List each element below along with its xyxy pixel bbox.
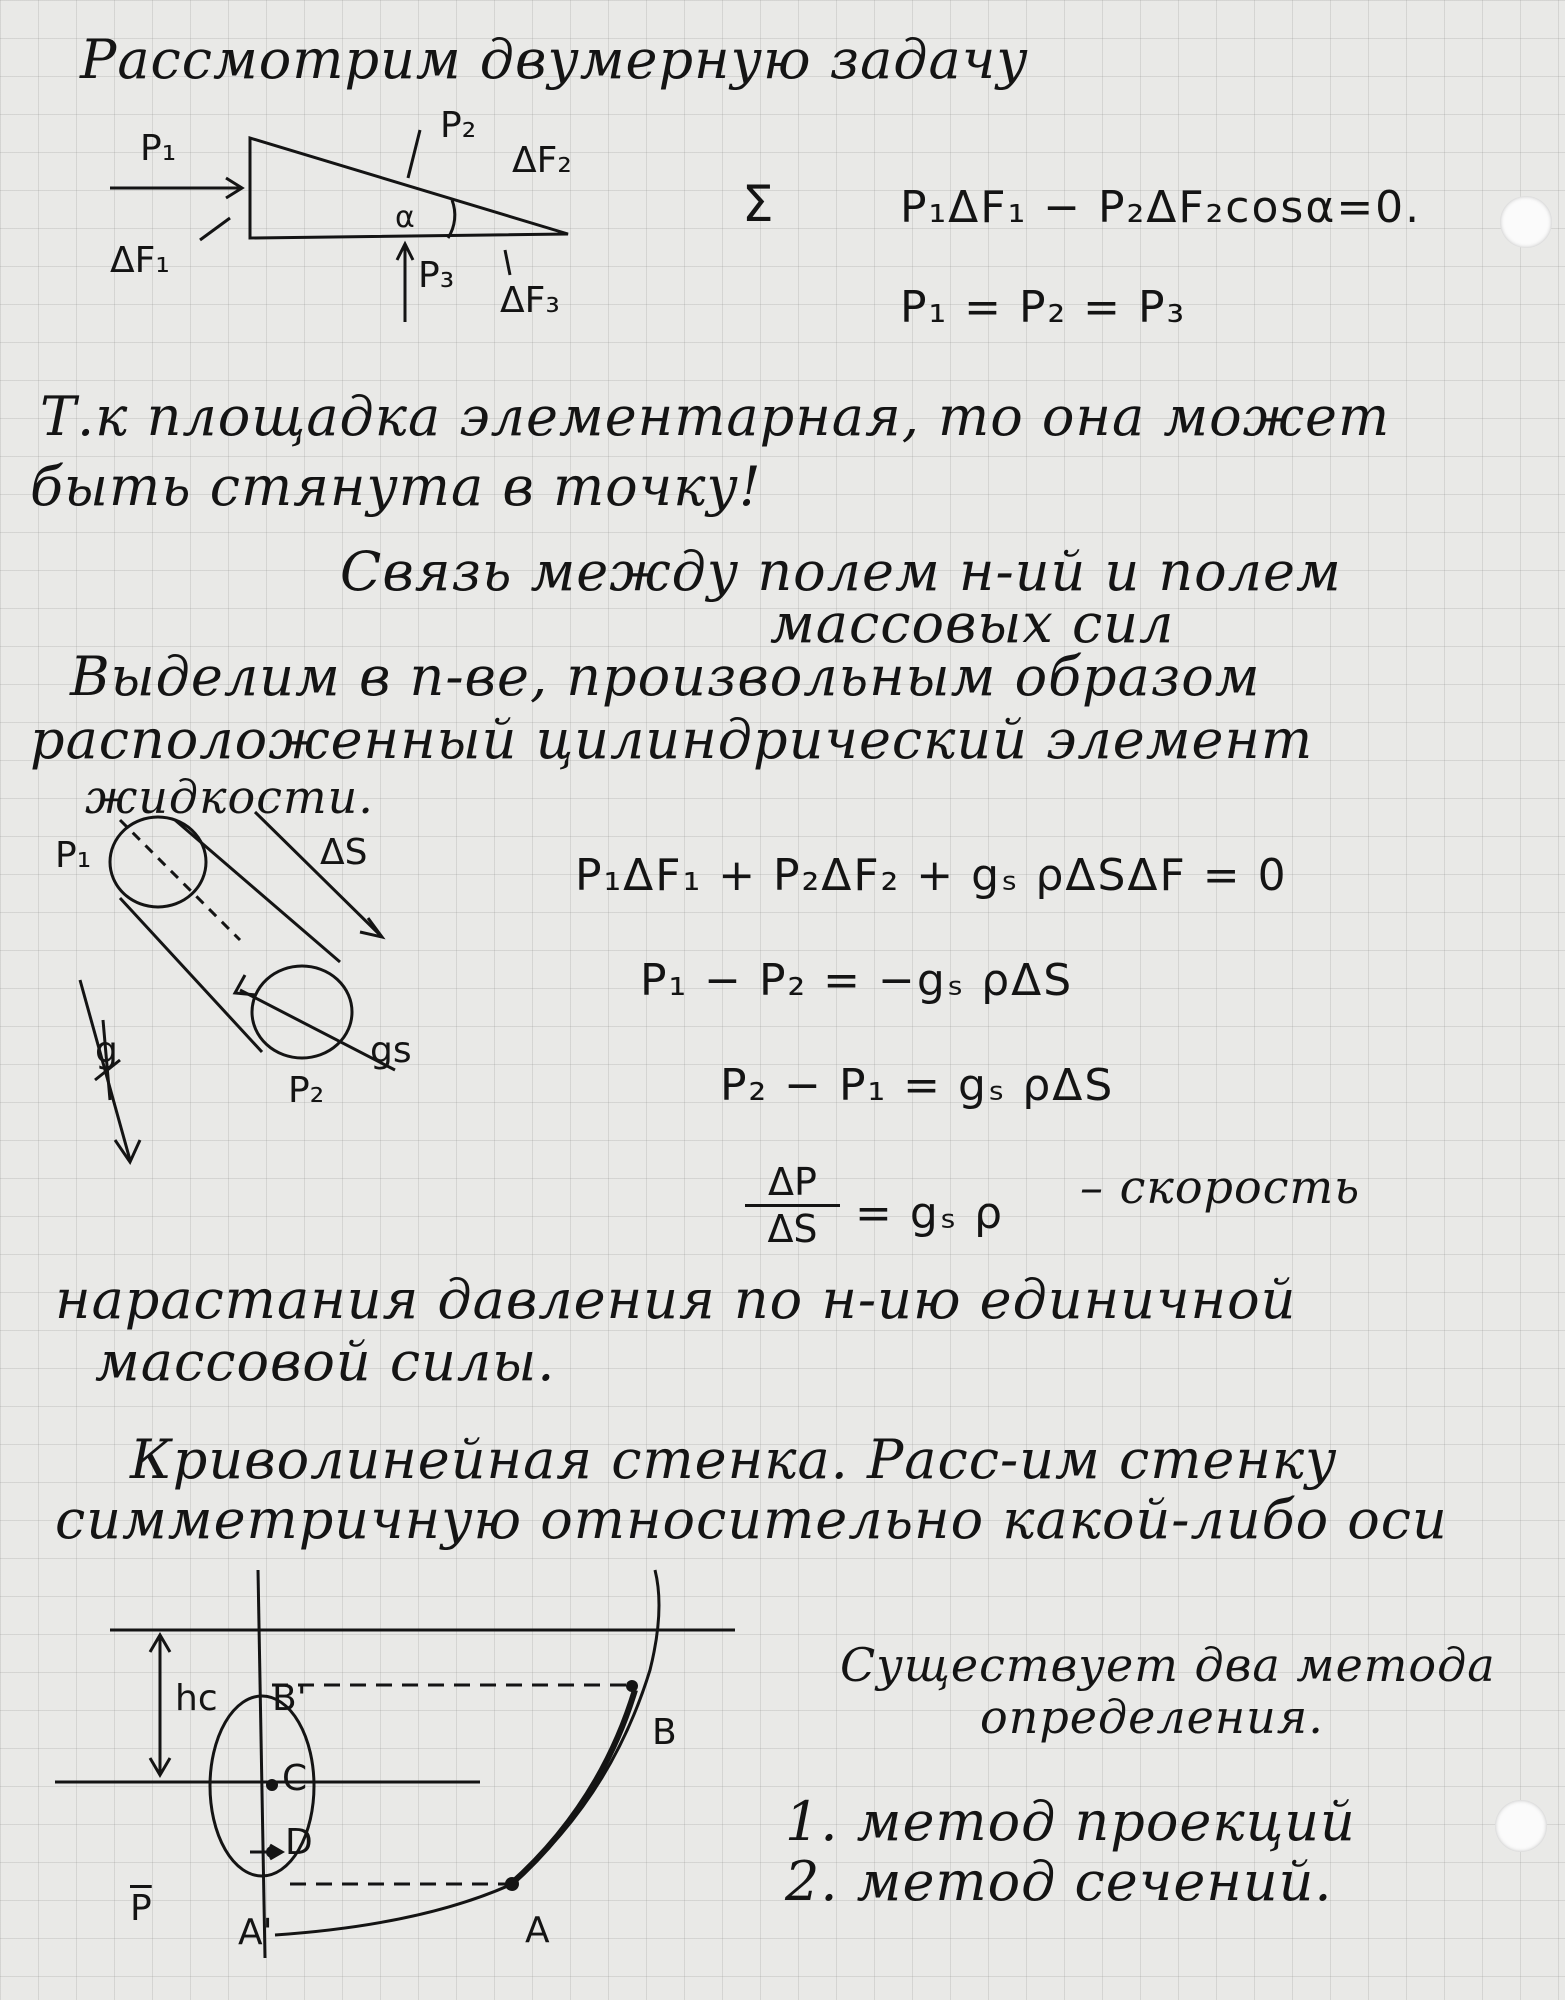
label-p3: P₃ <box>418 255 455 296</box>
equation-equal-pressures: P₁ = P₂ = P₃ <box>900 282 1187 333</box>
label-p1: P₁ <box>140 128 177 169</box>
wall-label-b1: B' <box>272 1678 307 1719</box>
heading-relation-line2: массовых сил <box>770 592 1175 655</box>
wall-label-b: B <box>652 1712 677 1753</box>
text-cylinder-line3: жидкости. <box>85 770 374 824</box>
title: Рассмотрим двумерную задачу <box>80 28 1029 91</box>
rate-rhs: = gₛ ρ <box>855 1188 1005 1239</box>
equation-cylinder-1: P₁ΔF₁ + P₂ΔF₂ + gₛ ρΔSΔF = 0 <box>575 850 1288 901</box>
cyl-label-p2: P₂ <box>288 1070 325 1111</box>
wall-label-a: A <box>525 1910 550 1951</box>
cyl-label-p1: P₁ <box>55 835 92 876</box>
methods-heading-line2: определения. <box>980 1690 1324 1744</box>
label-alpha: α <box>395 200 415 235</box>
text-rate-line2: массовой силы. <box>95 1330 556 1393</box>
label-df1: ΔF₁ <box>110 240 170 281</box>
heading-wall-line1: Криволинейная стенка. Расс-им стенку <box>130 1428 1338 1491</box>
rate-note: – скорость <box>1080 1160 1361 1214</box>
equation-cylinder-3: P₂ − P₁ = gₛ ρΔS <box>720 1060 1115 1111</box>
method-1: 1. метод проекций <box>785 1790 1356 1853</box>
heading-relation-line1: Связь между полем н-ий и полем <box>340 540 1342 603</box>
cyl-label-ds: ΔS <box>320 832 368 873</box>
wall-label-d: D <box>285 1822 313 1863</box>
text-cylinder-line2: расположенный цилиндрический элемент <box>30 708 1314 771</box>
text-cylinder-line1: Выделим в п-ве, произвольным образом <box>70 645 1261 708</box>
equation-cylinder-2: P₁ − P₂ = −gₛ ρΔS <box>640 955 1074 1006</box>
label-df2: ΔF₂ <box>512 140 572 181</box>
wall-label-hc: hc <box>175 1678 218 1719</box>
wall-label-c: C <box>282 1758 308 1799</box>
cyl-label-g: g <box>95 1030 118 1071</box>
cyl-label-gs: gs <box>370 1030 412 1071</box>
sum-symbol: Σ <box>742 175 776 233</box>
binder-hole-bottom <box>1495 1800 1547 1852</box>
wall-label-p: $\overline{P}$ <box>130 1888 152 1929</box>
rate-numerator: ΔP <box>745 1160 840 1207</box>
heading-wall-line2: симметричную относительно какой-либо оси <box>55 1488 1448 1551</box>
binder-hole-top <box>1500 196 1552 248</box>
equation-balance: P₁ΔF₁ − P₂ΔF₂cosα=0. <box>900 182 1422 233</box>
text-point-line1: Т.к площадка элементарная, то она может <box>40 385 1391 448</box>
label-p2: P₂ <box>440 105 477 146</box>
wall-label-a1: A' <box>238 1912 273 1953</box>
rate-denominator: ΔS <box>767 1207 818 1251</box>
methods-heading-line1: Существует два метода <box>840 1638 1496 1692</box>
label-df3: ΔF₃ <box>500 280 560 321</box>
text-point-line2: быть стянута в точку! <box>30 455 762 518</box>
method-2: 2. метод сечений. <box>785 1850 1333 1913</box>
text-rate-line1: нарастания давления по н-ию единичной <box>55 1268 1297 1331</box>
